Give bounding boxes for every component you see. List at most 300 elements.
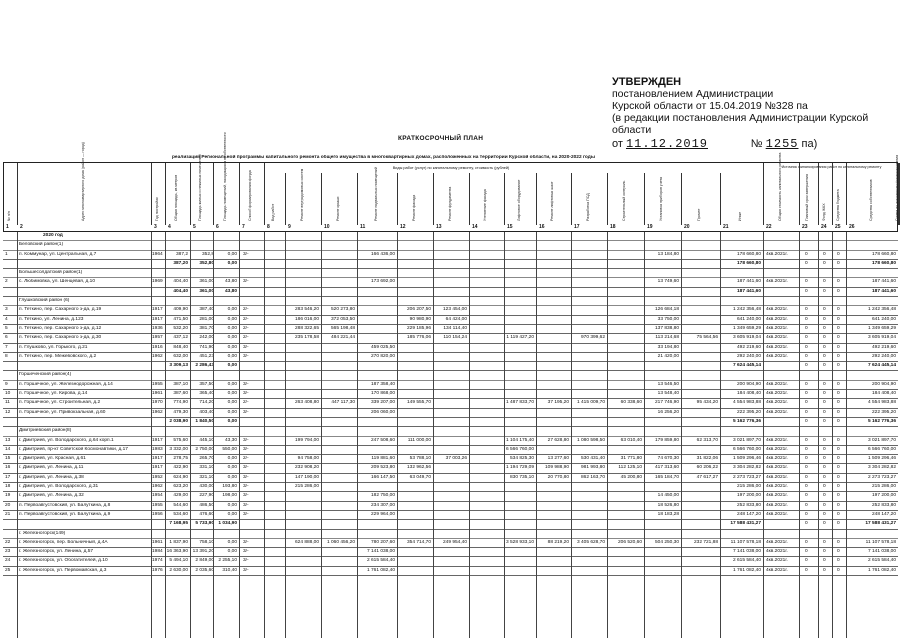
cell-c: 0,00 [227, 325, 237, 331]
cell-k11: 33 194,80 [657, 344, 679, 350]
cell-a: 404,40 [173, 279, 188, 285]
header-col-25 [833, 163, 847, 225]
cell-k4: 111 000,00 [407, 437, 431, 443]
cell-b: 381,70 [199, 325, 214, 331]
cell-c: 0,00 [227, 335, 237, 341]
cell-z1: 0 [805, 465, 808, 471]
cell-a: 278,75 [173, 456, 188, 462]
cell-k3: 270 820,00 [370, 353, 395, 359]
cell-yr: 1954 [152, 493, 163, 499]
cell-z2: 0 [823, 418, 826, 424]
cell-z3: 0 [837, 456, 840, 462]
cell-sum: 178 660,80 [871, 260, 896, 266]
cell-tot: 4 554 983,88 [732, 400, 761, 406]
column-number: 12 [400, 224, 406, 230]
cell-z3: 0 [837, 316, 840, 322]
header-col-label: Общая площадь, кв.метров [174, 174, 178, 221]
header-col-3 [152, 163, 166, 225]
column-number: 11 [360, 224, 366, 230]
header-col-19 [645, 173, 682, 225]
cell-b: 2 286,43 [195, 363, 214, 369]
cell-z3: 0 [837, 400, 840, 406]
cell-n: 21 [5, 511, 11, 517]
cell-n: 14 [5, 446, 11, 452]
cell-k8: 27 628,80 [547, 437, 569, 443]
cell-addr: г. Железногорск, пер. Больничный, д.4А [19, 539, 108, 545]
cell-z1: 0 [805, 502, 808, 508]
cell-yr: 1962 [152, 484, 163, 490]
cell-yr: 1917 [152, 437, 163, 443]
cell-c: 0,00 [227, 307, 237, 313]
cell-z2: 0 [823, 381, 826, 387]
cell-k7: 830 735,10 [509, 474, 534, 480]
cell-addr: г. Дмитриев, ул. Ленина, д.38 [19, 474, 84, 480]
header-col-9 [286, 168, 322, 225]
cell-k3: 7 141 038,00 [366, 549, 395, 555]
cell-k8: 109 988,90 [544, 465, 569, 471]
cell-k4: 63 049,70 [409, 474, 431, 480]
header-col-5 [191, 154, 214, 225]
cell-k7: 1 104 175,40 [505, 437, 534, 443]
cell-yr: 1983 [152, 446, 163, 452]
header-col-16 [537, 173, 572, 225]
cell-tot: 2 615 584,40 [732, 558, 761, 564]
cell-addr: г. Дмитриев, пр-кт Советской Космонавтики, д.17 [19, 446, 128, 452]
plan-title: КРАТКОСРОЧНЫЙ ПЛАН [398, 135, 484, 142]
cell-yr: 1984 [152, 549, 163, 555]
cell-yr: 1974 [152, 558, 163, 564]
cell-k12: 60 206,22 [696, 465, 718, 471]
cell-c: 550,00 [222, 446, 237, 452]
cell-z1: 0 [805, 446, 808, 452]
cell-k10: 63 010,40 [620, 437, 642, 443]
cell-z3: 0 [837, 558, 840, 564]
cell-a: 409,90 [173, 307, 188, 313]
cell-sum: 2 615 584,40 [867, 558, 896, 564]
cell-addr: г. Железногорск, ул. Обогатителей, д.10 [19, 558, 108, 564]
grid-line [264, 232, 265, 638]
grid-line [397, 232, 398, 638]
cell-k12: 75 564,56 [696, 335, 718, 341]
cell-sum: 492 219,60 [871, 344, 896, 350]
cell-k1: 235 178,58 [294, 335, 319, 341]
cell-sum: 1 349 659,29 [867, 325, 896, 331]
header-col-18 [608, 173, 645, 225]
cell-z3: 0 [837, 335, 840, 341]
cell-term: 4кв.2021г. [766, 400, 788, 406]
grid-line [536, 232, 537, 638]
grid-line [321, 232, 322, 638]
column-number: 6 [216, 224, 219, 230]
column-number: 20 [684, 224, 690, 230]
cell-f: 2/- [243, 335, 249, 341]
cell-k11: 126 684,18 [654, 307, 679, 313]
cell-k11: 13 749,60 [657, 279, 679, 285]
cell-sum: 184 408,40 [871, 391, 896, 397]
cell-z3: 0 [837, 307, 840, 313]
cell-a: 429,00 [173, 493, 188, 499]
cell-k3: 229 964,00 [370, 511, 395, 517]
plan-subtitle: реализации Региональной программы капитального ремонта общего имущества в многоквартирных домах, расположенных на территории Курской области, на 2020-2022 годы [172, 155, 595, 160]
cell-z2: 0 [823, 474, 826, 480]
cell-addr: г. Железногорск, ул. Первомайская, д.3 [19, 567, 107, 573]
cell-b: 265,70 [199, 456, 214, 462]
column-number: 26 [849, 224, 855, 230]
cell-k7: 1 119 427,20 [506, 335, 534, 341]
cell-z3: 0 [837, 325, 840, 331]
cell-z1: 0 [805, 363, 808, 369]
cell-term: 4кв.2021г. [766, 437, 788, 443]
grid-line [846, 232, 847, 638]
cell-f: 3/- [243, 409, 249, 415]
cell-z3: 0 [837, 511, 840, 517]
cell-c: 0,00 [227, 418, 237, 424]
cell-tot: 17 588 431,27 [730, 521, 761, 527]
cell-k3: 170 868,00 [370, 391, 395, 397]
cell-n: 13 [5, 437, 11, 443]
approval-line3: (в редакции постановления Администрации Курской [612, 112, 869, 124]
header-col-label: Ремонт подвальных помещений [373, 167, 378, 221]
column-number: 21 [723, 224, 729, 230]
cell-term: 4кв.2021г. [766, 493, 788, 499]
cell-yr: 1936 [152, 325, 163, 331]
cell-z3: 0 [837, 493, 840, 499]
cell-addr: п. Горшечное, ул. Привокзальная, д.60 [19, 409, 106, 415]
column-number: 4 [168, 224, 171, 230]
column-number: 19 [647, 224, 653, 230]
column-number: 10 [324, 224, 330, 230]
column-numbers [3, 224, 898, 232]
cell-tot: 3 304 282,82 [732, 465, 761, 471]
column-number: 5 [193, 224, 196, 230]
cell-z3: 0 [837, 391, 840, 397]
cell-z3: 0 [837, 381, 840, 387]
cell-sum: 17 588 431,27 [865, 521, 896, 527]
header-col-21 [721, 163, 764, 225]
header-group-sources: Источник финансирования работ по капитальному ремонту [781, 165, 882, 169]
cell-k2: 484 221,44 [330, 335, 355, 341]
cell-z2: 0 [823, 493, 826, 499]
cell-k2: 520 273,80 [330, 307, 355, 313]
grid-line [190, 232, 191, 638]
cell-z1: 0 [805, 558, 808, 564]
header-col-label: Ремонт лифтовых шахт [550, 181, 554, 221]
cell-z1: 0 [805, 251, 808, 257]
approval-number: 1255 [765, 137, 799, 151]
cell-sum: 248 147,20 [871, 511, 896, 517]
cell-z3: 0 [837, 539, 840, 545]
cell-k2: 565 198,48 [330, 325, 355, 331]
cell-k3: 459 025,50 [370, 344, 395, 350]
cell-k11: 165 184,70 [654, 474, 679, 480]
cell-term: 4кв.2021г. [766, 465, 788, 471]
cell-yr: 1952 [152, 474, 163, 480]
cell-sum: 641 240,00 [871, 316, 896, 322]
cell-b: 476,60 [199, 511, 214, 517]
cell-k4: 206 207,50 [406, 307, 431, 313]
header-col-label: Прочее [697, 208, 701, 221]
cell-k4: 229 185,96 [406, 325, 431, 331]
column-number: 24 [821, 224, 827, 230]
cell-label: Горшеченский район(4) [19, 372, 72, 378]
header-col-label: Иные [738, 211, 742, 221]
cell-addr: п. Коммунар, ул. Центральная, д.7 [19, 251, 97, 257]
cell-yr: 1962 [152, 409, 163, 415]
cell-k11: 16 256,20 [657, 409, 679, 415]
cell-tot: 2 273 723,27 [732, 474, 761, 480]
cell-label: Глушковский район (6) [19, 298, 70, 304]
grid-line [469, 232, 470, 638]
cell-tot: 1 349 659,29 [732, 325, 761, 331]
cell-z2: 0 [823, 260, 826, 266]
cell-k7: 1 487 833,70 [505, 400, 534, 406]
cell-term: 4кв.2021г. [766, 325, 788, 331]
cell-b: 352,80 [199, 260, 214, 266]
cell-tot: 7 624 445,14 [732, 363, 761, 369]
cell-sum: 200 904,90 [871, 381, 896, 387]
cell-k1: 215 286,00 [294, 484, 319, 490]
cell-yr: 1962 [152, 353, 163, 359]
cell-sum: 11 107 578,18 [865, 539, 896, 545]
cell-a: 422,90 [173, 465, 188, 471]
header-col-27 [895, 154, 900, 225]
cell-n: 4 [5, 316, 8, 322]
cell-b: 486,50 [199, 502, 214, 508]
cell-b: 281,00 [199, 316, 214, 322]
cell-z2: 0 [823, 363, 826, 369]
cell-k4: 149 555,70 [406, 400, 431, 406]
cell-sum: 252 833,80 [871, 502, 896, 508]
cell-b: 2 035,60 [195, 567, 214, 573]
cell-c: 193,80 [222, 484, 237, 490]
cell-f: 3/- [243, 391, 249, 397]
cell-sum: 3 304 282,82 [867, 465, 896, 471]
cell-c: 0,00 [227, 456, 237, 462]
cell-n: 6 [5, 335, 8, 341]
cell-z2: 0 [823, 549, 826, 555]
cell-z3: 0 [837, 521, 840, 527]
cell-k7: 6 566 760,00 [505, 446, 534, 452]
cell-addr: г. Дмитриев, ул. Володарского, д.64 корп.1 [19, 437, 114, 443]
cell-z3: 0 [837, 465, 840, 471]
cell-f: 3/- [243, 474, 249, 480]
cell-a: 3 309,13 [169, 363, 188, 369]
cell-a: 3 332,00 [169, 446, 188, 452]
cell-c: 43,80 [224, 279, 237, 285]
grid-line [165, 232, 166, 638]
cell-term: 4кв.2021г. [766, 409, 788, 415]
cell-term: 4кв.2021г. [766, 502, 788, 508]
cell-n: 2 [5, 279, 8, 285]
cell-z2: 0 [823, 558, 826, 564]
cell-term: 4кв.2021г. [766, 381, 788, 387]
cell-term: 4кв.2021г. [766, 511, 788, 517]
cell-a: 5 494,10 [169, 558, 188, 564]
column-number: 14 [472, 224, 478, 230]
cell-c: 0,00 [227, 260, 237, 266]
cell-z2: 0 [823, 251, 826, 257]
cell-term: 4кв.2021г. [766, 391, 788, 397]
cell-tot: 222 395,20 [736, 409, 761, 415]
cell-addr: п. Теткино, пер. Сахарного з-да, д.19 [19, 307, 102, 313]
cell-z2: 0 [823, 502, 826, 508]
cell-k9: 3 405 628,70 [576, 539, 605, 545]
cell-tot: 1 242 356,48 [732, 307, 761, 313]
header-col-13 [434, 173, 470, 225]
cell-z2: 0 [823, 391, 826, 397]
grid-line [239, 232, 240, 638]
cell-n: 12 [5, 409, 11, 415]
cell-z3: 0 [837, 437, 840, 443]
cell-k10: 31 771,80 [620, 456, 642, 462]
cell-k1: 186 016,00 [294, 316, 319, 322]
header-col-label: Общая стоимость капитального ремонта [777, 152, 782, 221]
grid-line [357, 232, 358, 638]
cell-tot: 3 021 897,70 [732, 437, 761, 443]
cell-tot: 178 660,80 [736, 260, 761, 266]
cell-k3: 234 307,00 [370, 502, 395, 508]
cell-n: 5 [5, 325, 8, 331]
cell-z1: 0 [805, 539, 808, 545]
header-col-label: Способ формирования фонда [248, 170, 252, 221]
cell-n: 15 [5, 456, 11, 462]
cell-n: 9 [5, 381, 8, 387]
header-col-label: Лифтовое оборудование [516, 179, 521, 221]
cell-a: 1 837,90 [169, 539, 188, 545]
cell-k7: 3 528 933,10 [505, 539, 534, 545]
cell-tot: 5 162 776,36 [732, 418, 761, 424]
cell-f: 3/- [243, 279, 249, 285]
cell-k9: 862 163,70 [580, 474, 605, 480]
cell-tot: 11 107 578,18 [730, 539, 761, 545]
cell-k3: 187 358,40 [370, 381, 395, 387]
cell-k5: 249 954,40 [442, 539, 467, 545]
cell-a: 387,2 [175, 251, 188, 257]
cell-k12: 62 313,70 [696, 437, 718, 443]
cell-tot: 292 240,00 [736, 353, 761, 359]
cell-n: 22 [5, 539, 11, 545]
cell-n: 19 [5, 493, 11, 499]
cell-z2: 0 [823, 316, 826, 322]
cell-a: 2 630,00 [169, 567, 188, 573]
cell-addr: п. Первоавгустовский, ул. Балуткина, д.9 [19, 511, 111, 517]
cell-z3: 0 [837, 409, 840, 415]
cell-z1: 0 [805, 456, 808, 462]
header-col-17 [572, 173, 608, 225]
cell-b: 5 733,90 [195, 521, 214, 527]
cell-b: 227,90 [199, 493, 214, 499]
cell-b: 352,8 [201, 251, 214, 257]
cell-z2: 0 [823, 465, 826, 471]
header-col-label: № п/п [6, 211, 11, 221]
cell-b: 13 391,20 [192, 549, 214, 555]
cell-k8: 88 219,20 [547, 539, 569, 545]
cell-k10: 206 520,60 [617, 539, 642, 545]
cell-c: 0,00 [227, 316, 237, 322]
cell-z2: 0 [823, 279, 826, 285]
header-col-label: Сумма по источникам финансирования [895, 154, 899, 221]
cell-z3: 0 [837, 502, 840, 508]
header-col-14 [470, 173, 505, 225]
cell-z2: 0 [823, 521, 826, 527]
cell-z2: 0 [823, 353, 826, 359]
cell-tot: 248 147,20 [736, 511, 761, 517]
cell-z2: 0 [823, 456, 826, 462]
cell-addr: п. Горшечное, ул. Кирова, д.14 [19, 391, 88, 397]
cell-k12: 47 617,27 [696, 474, 718, 480]
cell-sum: 187 441,60 [871, 288, 896, 294]
cell-n: 20 [5, 502, 11, 508]
cell-z1: 0 [805, 344, 808, 350]
cell-a: 532,20 [173, 325, 188, 331]
cell-z3: 0 [837, 344, 840, 350]
cell-addr: п. Теткино, ул. Ленина, д.123 [19, 316, 84, 322]
cell-k4: 53 788,10 [409, 456, 431, 462]
cell-c: 310,40 [222, 567, 237, 573]
cell-z1: 0 [805, 484, 808, 490]
cell-n: 8 [5, 353, 8, 359]
cell-tot: 641 240,00 [736, 316, 761, 322]
header-col-23 [800, 163, 819, 225]
cell-b: 758,10 [199, 539, 214, 545]
cell-z3: 0 [837, 363, 840, 369]
cell-k3: 1 761 082,40 [366, 567, 395, 573]
cell-z2: 0 [823, 325, 826, 331]
cell-n: 3 [5, 307, 8, 313]
cell-k11: 14 450,00 [657, 493, 679, 499]
cell-z1: 0 [805, 493, 808, 499]
cell-f: 3/- [243, 549, 249, 555]
cell-a: 632,00 [173, 353, 188, 359]
cell-tot: 197 200,00 [736, 493, 761, 499]
cell-k11: 18 526,80 [657, 502, 679, 508]
cell-z2: 0 [823, 288, 826, 294]
cell-c: 0,00 [227, 353, 237, 359]
cell-z3: 0 [837, 549, 840, 555]
cell-z1: 0 [805, 307, 808, 313]
cell-c: 43,80 [224, 288, 237, 294]
cell-sum: 6 566 760,00 [867, 446, 896, 452]
cell-f: 3/- [243, 558, 249, 564]
cell-k3: 182 750,00 [370, 493, 395, 499]
cell-f: 3/- [243, 511, 249, 517]
cell-c: 0,00 [227, 251, 237, 257]
cell-k11: 33 750,00 [657, 316, 679, 322]
cell-sum: 7 141 038,00 [867, 549, 896, 555]
cell-z3: 0 [837, 353, 840, 359]
cell-b: 445,10 [199, 437, 214, 443]
column-number: 25 [835, 224, 841, 230]
cell-term: 4кв.2021г. [766, 474, 788, 480]
cell-z3: 0 [837, 474, 840, 480]
cell-term: 4кв.2021г. [766, 549, 788, 555]
cell-tot: 6 566 760,00 [732, 446, 761, 452]
cell-z1: 0 [805, 437, 808, 443]
header-col-22 [764, 152, 800, 225]
cell-f: 3/- [243, 381, 249, 387]
cell-k1: 624 888,00 [294, 539, 319, 545]
cell-k11: 137 838,80 [654, 325, 679, 331]
cell-k5: 110 154,24 [443, 335, 467, 341]
cell-a: 575,60 [173, 437, 188, 443]
cell-z2: 0 [823, 484, 826, 490]
cell-yr: 1957 [152, 335, 163, 341]
cell-a: 848,40 [173, 344, 188, 350]
cell-k1: 288 322,65 [294, 325, 319, 331]
cell-term: 4кв.2021г. [766, 539, 788, 545]
cell-tot: 178 660,80 [736, 251, 761, 257]
cell-sum: 1 761 082,40 [867, 567, 896, 573]
